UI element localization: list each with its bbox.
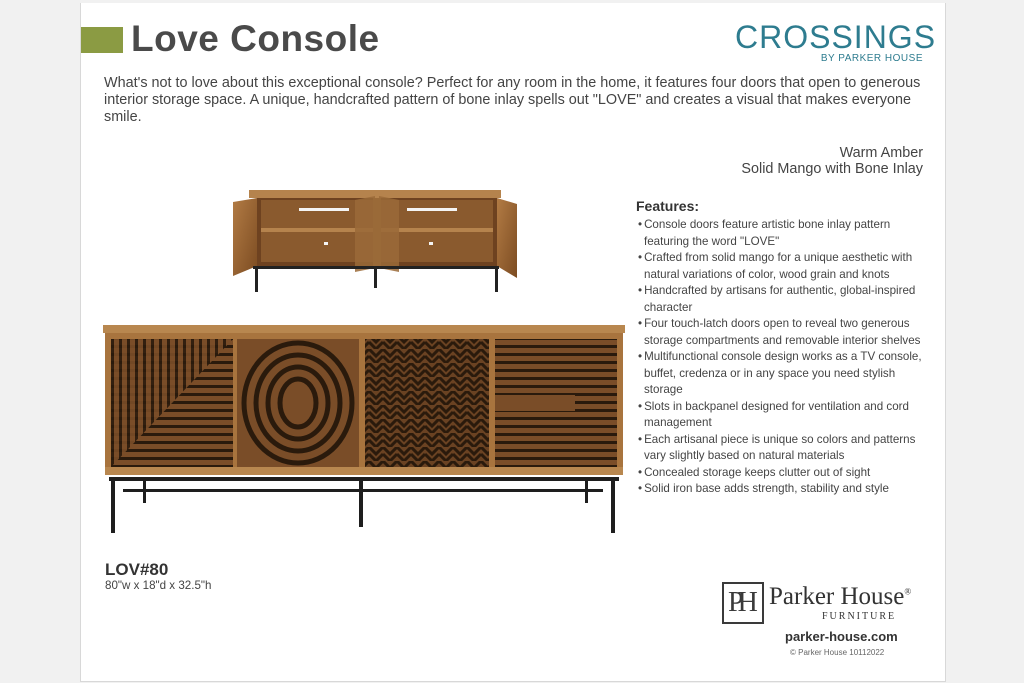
feature-item: • Handcrafted by artisans for authentic, global-inspired character [636,283,936,316]
page-title: Love Console [131,18,380,59]
brand-subtitle: BY PARKER HOUSE [820,53,923,64]
feature-item: • Multifunctional console design works as a TV console, buffet, credenza or in any space you need stylish storage [636,349,936,399]
title-accent-bar [81,27,123,53]
feature-item: • Concealed storage keeps clutter out of sight [636,465,936,482]
parker-house-logo-sub: FURNITURE [822,611,897,622]
feature-item: • Solid iron base adds strength, stability and style [636,481,936,498]
features-title: Features: [636,198,700,214]
features-section [636,198,936,498]
website-url: parker-house.com [785,629,898,644]
crossings-logo [735,19,937,69]
closed-console-image [103,321,627,537]
feature-item: • Crafted from solid mango for a unique aesthetic with natural variations of color, wood grain and knots [636,250,936,283]
copyright: © Parker House 10112022 [790,648,885,657]
feature-item: • Slots in backpanel designed for ventilation and cord management [636,399,936,432]
brand-name: CROSSINGS [735,19,937,55]
parker-house-logo-name [769,583,911,611]
product-sku: LOV#80 [105,560,169,579]
registered-mark: ® [904,586,912,597]
spec-sheet [80,3,946,682]
open-console-image [229,186,521,294]
feature-item: • Each artisanal piece is unique so colors and patterns vary slightly based on natural materials [636,432,936,465]
finish-material: Solid Mango with Bone Inlay [741,161,923,177]
feature-item: • Four touch-latch doors open to reveal two generous storage compartments and removable interior shelves [636,316,936,349]
logo-mark-text: PH [728,587,752,618]
logo-name-text: Parker House [769,583,905,610]
intro-paragraph: What's not to love about this exceptional console? Perfect for any room in the home, it features four doors that open to generous interior storage space. A unique, handcrafted pattern of bone inlay spells out "LOVE" and creates a visual that makes everyone smile. [104,75,921,125]
feature-item: • Console doors feature artistic bone inlay pattern featuring the word "LOVE" [636,217,936,250]
parker-house-logo-mark [722,582,764,624]
finish-color: Warm Amber [839,145,923,161]
product-dimensions: 80"w x 18"d x 32.5"h [105,579,212,592]
finish-info [741,145,923,177]
